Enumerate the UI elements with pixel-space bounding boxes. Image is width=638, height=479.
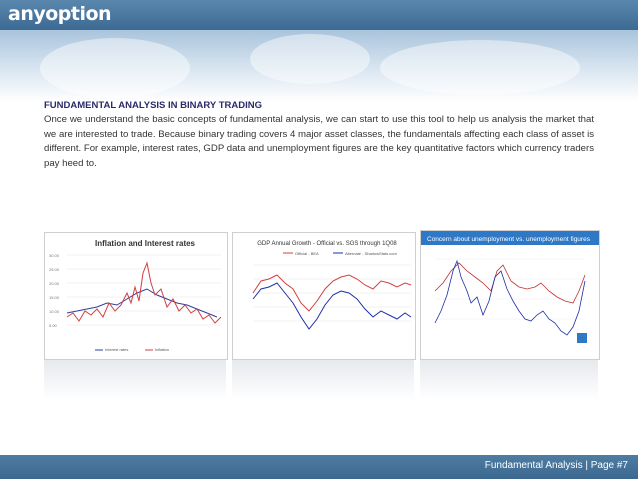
- anyoption-logo: anyoption: [8, 3, 112, 25]
- chart1-title: Inflation and Interest rates: [94, 239, 196, 248]
- section-paragraph: Once we understand the basic concepts of fundamental analysis, we can start to use this tool to help us analysis the market that we are interested to trade. Because binary trading covers 4 major asset classes, the fundamentals affecting each class of asset is different. For example, interest rates, GDP data and unemployment figures are the key quantitative factors which currency traders pay heed to.: [44, 114, 594, 169]
- svg-text:10.00: 10.00: [49, 309, 60, 314]
- world-map-banner: [0, 30, 638, 102]
- footer-page-label: Fundamental Analysis | Page #7: [484, 460, 628, 471]
- svg-text:25.00: 25.00: [49, 267, 60, 272]
- section-heading: FUNDAMENTAL ANALYSIS IN BINARY TRADING: [44, 100, 262, 111]
- svg-text:Official - BEA: Official - BEA: [295, 251, 319, 256]
- inflation-interest-chart-image: [44, 232, 228, 360]
- chart2-title: GDP Annual Growth - Official vs. SGS through 1Q08: [257, 241, 397, 247]
- svg-text:15.00: 15.00: [49, 295, 60, 300]
- svg-text:Inflation: Inflation: [155, 347, 170, 352]
- chart1-reflection: [44, 360, 226, 400]
- svg-text:Interest rates: Interest rates: [105, 347, 129, 352]
- chart2-reflection: [232, 360, 414, 400]
- footer-bar: [0, 455, 638, 479]
- svg-text:5.00: 5.00: [49, 323, 57, 328]
- gdp-growth-chart-image: [232, 232, 416, 360]
- svg-text:30.00: 30.00: [49, 253, 60, 258]
- chart3-reflection: [420, 360, 598, 400]
- chart3-title: Concern about unemployment vs. unemployment figures: [427, 236, 590, 243]
- header-bar: [0, 0, 638, 30]
- unemployment-chart-image: [420, 230, 600, 360]
- svg-text:20.00: 20.00: [49, 281, 60, 286]
- svg-text:Alternate - ShadowStats.com: Alternate - ShadowStats.com: [345, 251, 397, 256]
